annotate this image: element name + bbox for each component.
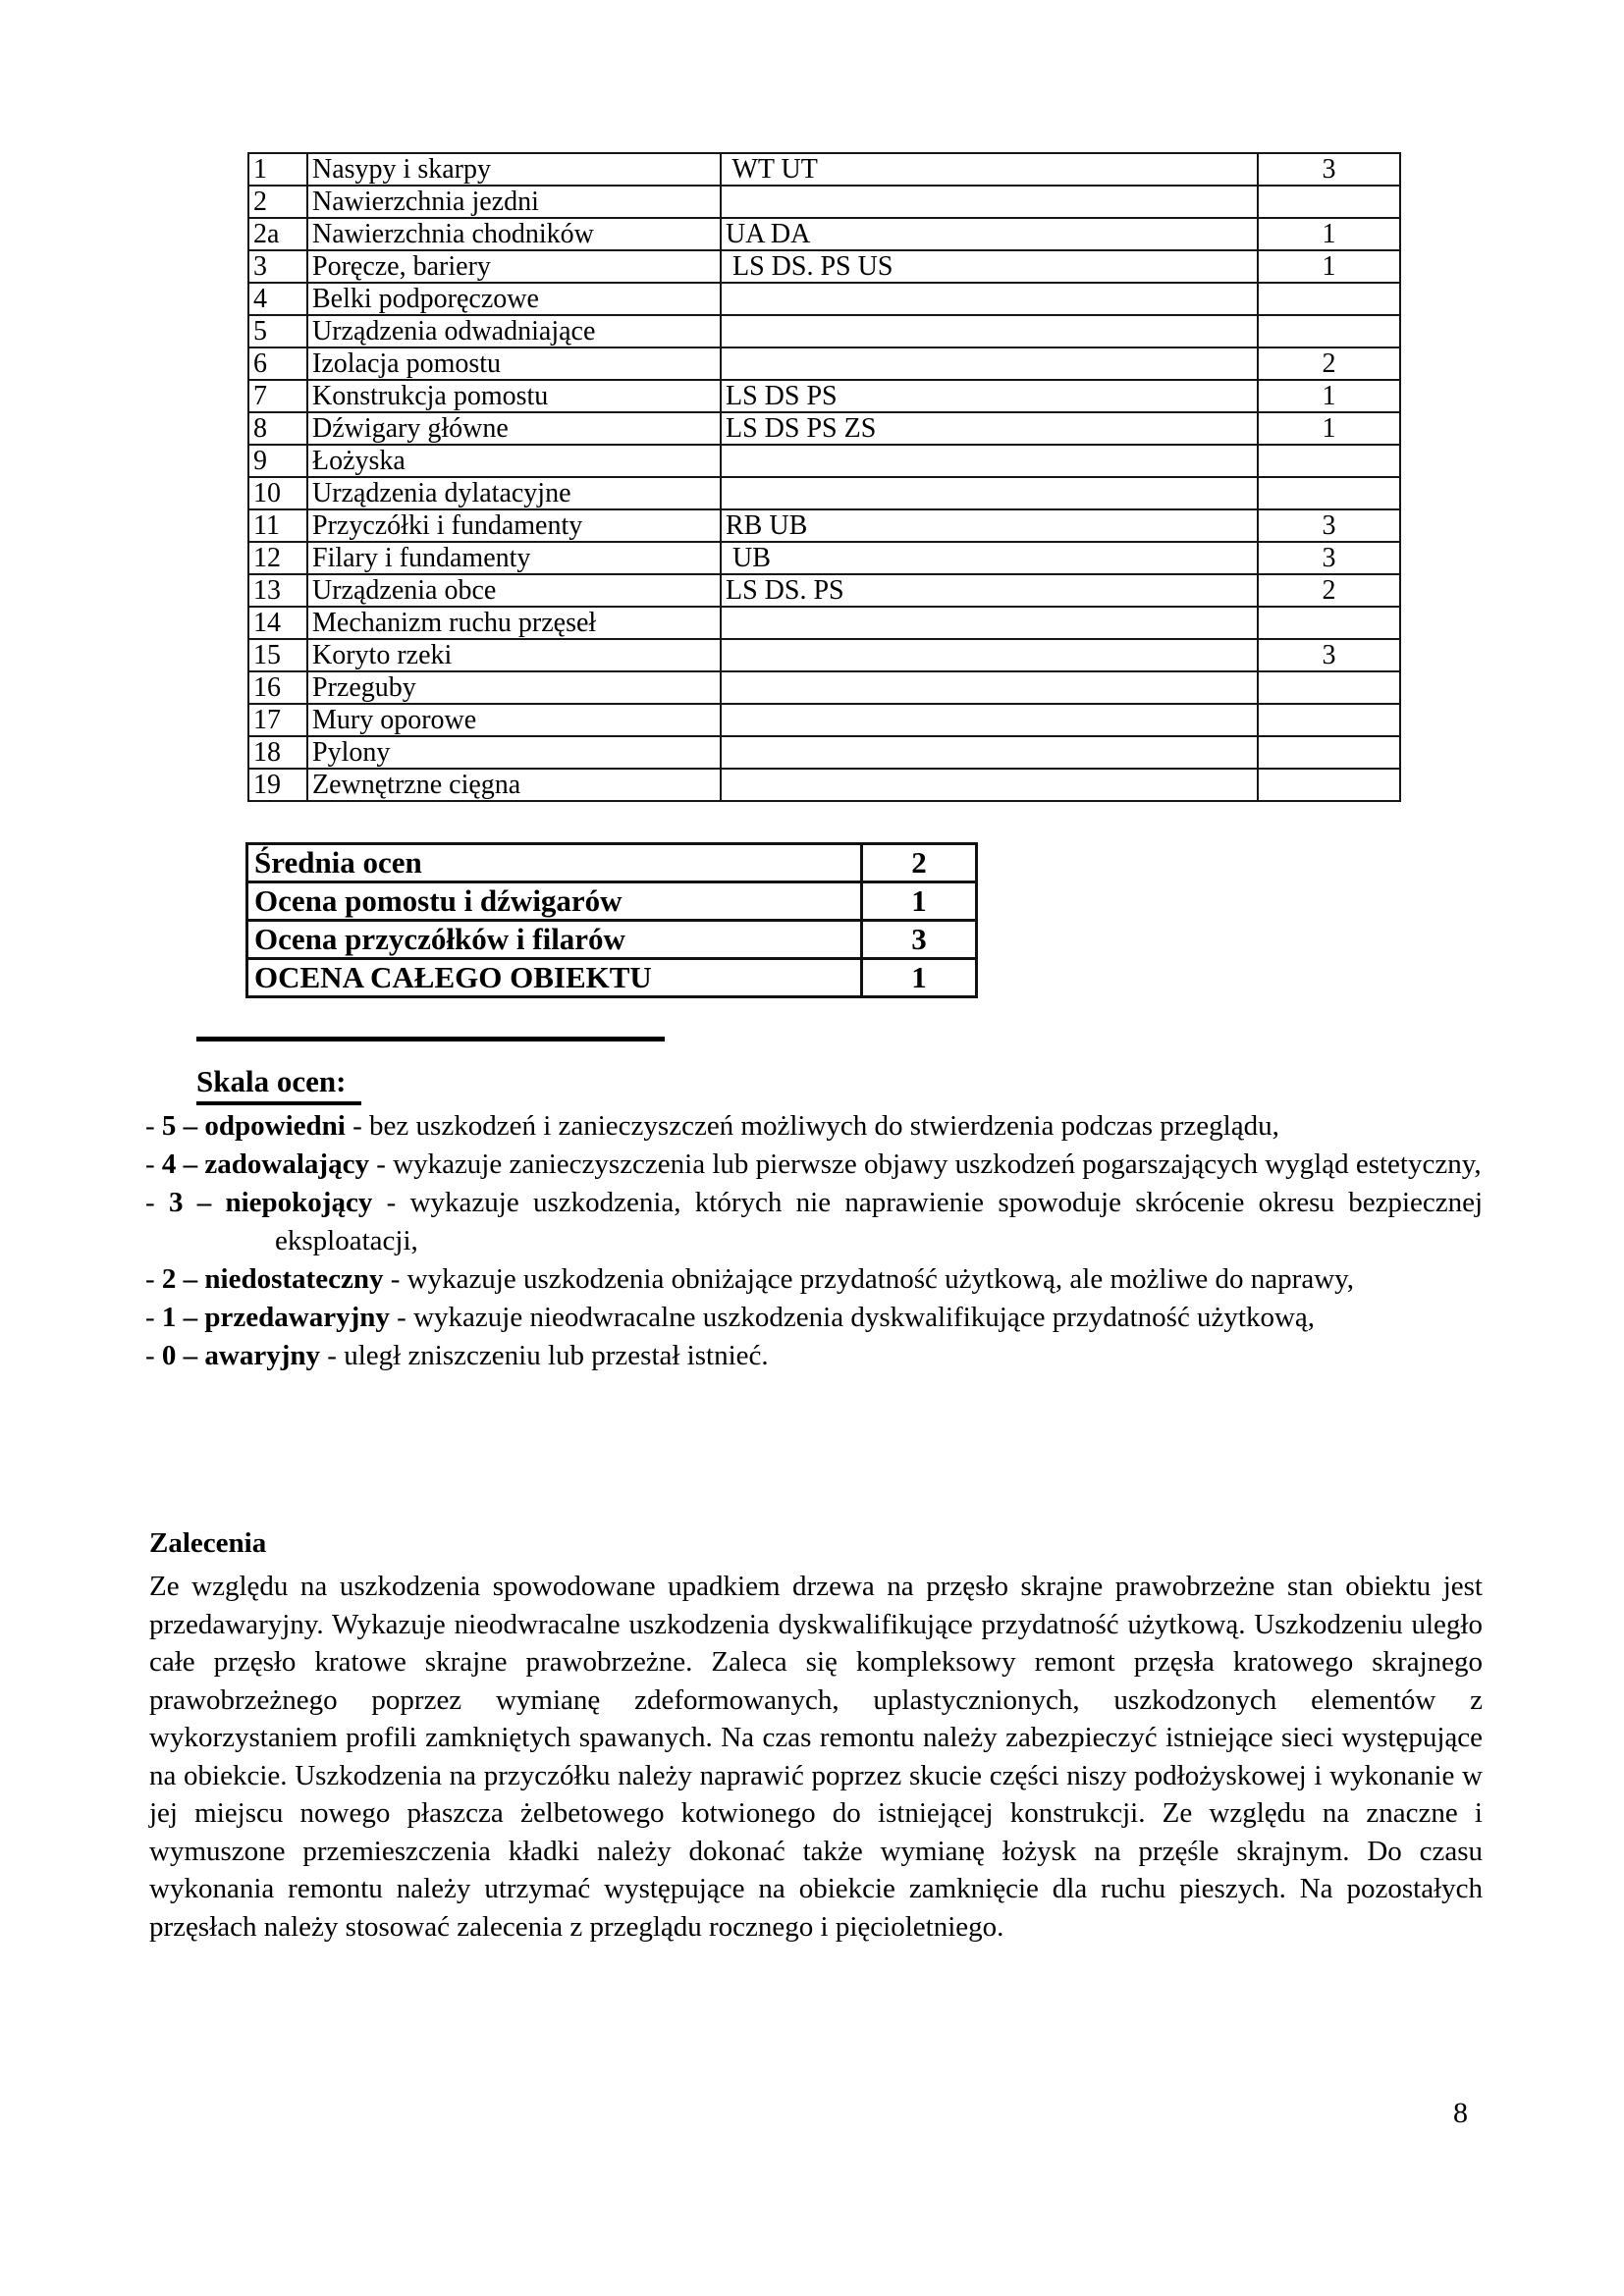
rating-value: 3 xyxy=(1258,153,1400,186)
element-name: Koryto rzeki xyxy=(307,639,721,671)
row-number: 7 xyxy=(248,380,307,412)
row-number: 15 xyxy=(248,639,307,671)
damage-codes: UB xyxy=(721,542,1258,574)
row-number: 4 xyxy=(248,283,307,315)
rating-value: 1 xyxy=(1258,380,1400,412)
damage-codes xyxy=(721,639,1258,671)
table-row xyxy=(248,250,1400,283)
summary-table xyxy=(245,842,978,998)
rating-value xyxy=(1258,477,1400,509)
element-name: Łożyska xyxy=(307,445,721,477)
element-name: Izolacja pomostu xyxy=(307,347,721,380)
rating-value: 1 xyxy=(1258,218,1400,250)
element-name: Przeguby xyxy=(307,671,721,704)
summary-value: 1 xyxy=(862,959,977,997)
row-number: 16 xyxy=(248,671,307,704)
rating-value xyxy=(1258,315,1400,347)
damage-codes: LS DS PS xyxy=(721,380,1258,412)
element-name: Belki podporęczowe xyxy=(307,283,721,315)
element-name: Urządzenia odwadniające xyxy=(307,315,721,347)
ratings-table xyxy=(247,152,1401,802)
scale-grade-label: 2 – niedostateczny xyxy=(161,1263,384,1295)
scale-description: wykazuje nieodwracalne uszkodzenia dyskwalifikujące przydatność użytkową, xyxy=(413,1302,1316,1333)
element-name: Nawierzchnia chodników xyxy=(307,218,721,250)
rating-value: 3 xyxy=(1258,639,1400,671)
summary-row xyxy=(247,882,977,921)
damage-codes xyxy=(721,769,1258,801)
scale-separator: - xyxy=(386,1187,397,1218)
summary-row xyxy=(247,844,977,882)
table-row xyxy=(248,542,1400,574)
summary-value: 1 xyxy=(862,882,977,921)
rating-value xyxy=(1258,186,1400,218)
recommendations-paragraph: Ze względu na uszkodzenia spowodowane upadkiem drzewa na przęsło skrajne prawobrzeżne stan obiektu jest przedawaryjny. Wykazuje nieodwracalne uszkodzenia dyskwalifikujące przydatność użytkową. Uszkodzeniu uległo całe przęsło kratowe skrajne prawobrzeżne. Zaleca się kompleksowy remont przęsła kratowego skrajnego prawobrzeżnego poprzez wymianę zdeformowanych, uplastycznionych, uszkodzonych elementów z wykorzystaniem profili zamkniętych spawanych. Na czas remontu należy zabezpieczyć istniejące sieci występujące na obiekcie. Uszkodzenia na przyczółku należy naprawić poprzez skucie części niszy podłożyskowej i wykonanie w jej miejscu nowego płaszcza żelbetowego kotwionego do istniejącej konstrukcji. Ze względu na znaczne i wymuszone przemieszczenia kładki należy dokonać także wymianę łożysk na przęśle skrajnym. Do czasu wykonania remontu należy utrzymać występujące na obiekcie zamknięcie dla ruchu pieszych. Na pozostałych przęsłach należy stosować zalecenia z przeglądu rocznego i pięcioletniego. xyxy=(149,1571,1483,1943)
scale-separator: - xyxy=(397,1302,406,1333)
row-number: 14 xyxy=(248,607,307,639)
rating-scale-list xyxy=(145,1107,1483,1375)
damage-codes xyxy=(721,315,1258,347)
scale-separator: - xyxy=(390,1263,401,1295)
element-name: Dźwigary główne xyxy=(307,412,721,445)
element-name: Poręcze, bariery xyxy=(307,250,721,283)
table-row xyxy=(248,445,1400,477)
row-number: 6 xyxy=(248,347,307,380)
summary-row xyxy=(247,959,977,997)
scale-item xyxy=(145,1337,1483,1375)
summary-row xyxy=(247,921,977,959)
row-number: 3 xyxy=(248,250,307,283)
damage-codes xyxy=(721,607,1258,639)
scale-item xyxy=(145,1146,1483,1184)
element-name: Urządzenia obce xyxy=(307,574,721,607)
scale-description: wykazuje uszkodzenia obniżające przydatność użytkową, ale możliwe do naprawy, xyxy=(406,1263,1355,1295)
rating-value xyxy=(1258,671,1400,704)
list-dash: - xyxy=(145,1340,155,1371)
damage-codes xyxy=(721,186,1258,218)
damage-codes xyxy=(721,704,1258,736)
table-row xyxy=(248,509,1400,542)
scale-separator: - xyxy=(352,1110,362,1142)
rating-value xyxy=(1258,445,1400,477)
summary-label: Ocena pomostu i dźwigarów xyxy=(247,882,862,921)
damage-codes xyxy=(721,347,1258,380)
list-dash: - xyxy=(145,1302,155,1333)
summary-label: OCENA CAŁEGO OBIEKTU xyxy=(247,959,862,997)
scale-grade-label: 5 – odpowiedni xyxy=(161,1110,346,1142)
damage-codes: LS DS PS ZS xyxy=(721,412,1258,445)
row-number: 19 xyxy=(248,769,307,801)
table-row xyxy=(248,153,1400,186)
row-number: 9 xyxy=(248,445,307,477)
element-name: Filary i fundamenty xyxy=(307,542,721,574)
rating-value: 3 xyxy=(1258,509,1400,542)
recommendations-heading: Zalecenia xyxy=(149,1527,267,1559)
table-row xyxy=(248,283,1400,315)
row-number: 5 xyxy=(248,315,307,347)
element-name: Urządzenia dylatacyjne xyxy=(307,477,721,509)
damage-codes: UA DA xyxy=(721,218,1258,250)
table-row xyxy=(248,639,1400,671)
table-row xyxy=(248,315,1400,347)
scale-item xyxy=(145,1299,1483,1337)
scale-heading xyxy=(196,1064,361,1105)
scale-item xyxy=(145,1107,1483,1146)
rating-value: 3 xyxy=(1258,542,1400,574)
rating-value: 2 xyxy=(1258,574,1400,607)
table-row xyxy=(248,607,1400,639)
ratings-table-body xyxy=(248,153,1400,801)
table-row xyxy=(248,347,1400,380)
rating-value: 2 xyxy=(1258,347,1400,380)
list-dash: - xyxy=(145,1110,155,1142)
scale-description: wykazuje zanieczyszczenia lub pierwsze objawy uszkodzeń pogarszających wygląd estetyczny, xyxy=(393,1148,1482,1180)
summary-value: 2 xyxy=(862,844,977,882)
scale-grade-label: 4 – zadowalający xyxy=(161,1148,369,1180)
scale-heading-text: Skala ocen: xyxy=(196,1064,361,1105)
row-number: 1 xyxy=(248,153,307,186)
element-name: Nawierzchnia jezdni xyxy=(307,186,721,218)
table-row xyxy=(248,769,1400,801)
row-number: 13 xyxy=(248,574,307,607)
element-name: Pylony xyxy=(307,736,721,769)
scale-grade-label: 1 – przedawaryjny xyxy=(161,1302,390,1333)
rating-value xyxy=(1258,769,1400,801)
damage-codes: WT UT xyxy=(721,153,1258,186)
row-number: 18 xyxy=(248,736,307,769)
element-name: Przyczółki i fundamenty xyxy=(307,509,721,542)
rating-value: 1 xyxy=(1258,250,1400,283)
rating-value xyxy=(1258,607,1400,639)
row-number: 11 xyxy=(248,509,307,542)
rating-value xyxy=(1258,704,1400,736)
damage-codes xyxy=(721,445,1258,477)
element-name: Mechanizm ruchu przęseł xyxy=(307,607,721,639)
scale-separator: - xyxy=(327,1340,337,1371)
list-dash: - xyxy=(145,1187,155,1218)
scale-separator: - xyxy=(376,1148,386,1180)
row-number: 2a xyxy=(248,218,307,250)
scale-item xyxy=(145,1184,1483,1260)
row-number: 10 xyxy=(248,477,307,509)
row-number: 2 xyxy=(248,186,307,218)
row-number: 17 xyxy=(248,704,307,736)
table-row xyxy=(248,186,1400,218)
summary-label: Ocena przyczółków i filarów xyxy=(247,921,862,959)
row-number: 8 xyxy=(248,412,307,445)
damage-codes: RB UB xyxy=(721,509,1258,542)
element-name: Zewnętrzne cięgna xyxy=(307,769,721,801)
table-row xyxy=(248,380,1400,412)
element-name: Nasypy i skarpy xyxy=(307,153,721,186)
element-name: Konstrukcja pomostu xyxy=(307,380,721,412)
horizontal-rule xyxy=(196,1037,665,1041)
rating-value xyxy=(1258,283,1400,315)
table-row xyxy=(248,412,1400,445)
damage-codes xyxy=(721,736,1258,769)
damage-codes: LS DS. PS US xyxy=(721,250,1258,283)
summary-label: Średnia ocen xyxy=(247,844,862,882)
damage-codes: LS DS. PS xyxy=(721,574,1258,607)
table-row xyxy=(248,671,1400,704)
scale-grade-label: 3 – niepokojący xyxy=(168,1187,373,1218)
rating-value xyxy=(1258,736,1400,769)
damage-codes xyxy=(721,283,1258,315)
table-row xyxy=(248,704,1400,736)
element-name: Mury oporowe xyxy=(307,704,721,736)
table-row xyxy=(248,477,1400,509)
summary-table-body xyxy=(247,844,977,997)
scale-description: uległ zniszczeniu lub przestał istnieć. xyxy=(344,1340,769,1371)
scale-grade-label: 0 – awaryjny xyxy=(161,1340,321,1371)
table-row xyxy=(248,574,1400,607)
list-dash: - xyxy=(145,1263,155,1295)
scale-description: wykazuje uszkodzenia, których nie naprawienie spowoduje skrócenie okresu bezpiecznej eksploatacji, xyxy=(275,1187,1484,1256)
summary-value: 3 xyxy=(862,921,977,959)
page-number: 8 xyxy=(1453,2097,1468,2129)
row-number: 12 xyxy=(248,542,307,574)
list-dash: - xyxy=(145,1148,155,1180)
table-row xyxy=(248,218,1400,250)
scale-item xyxy=(145,1260,1483,1299)
damage-codes xyxy=(721,477,1258,509)
rating-value: 1 xyxy=(1258,412,1400,445)
table-row xyxy=(248,736,1400,769)
scale-description: bez uszkodzeń i zanieczyszczeń możliwych do stwierdzenia podczas przeglądu, xyxy=(369,1110,1279,1142)
damage-codes xyxy=(721,671,1258,704)
